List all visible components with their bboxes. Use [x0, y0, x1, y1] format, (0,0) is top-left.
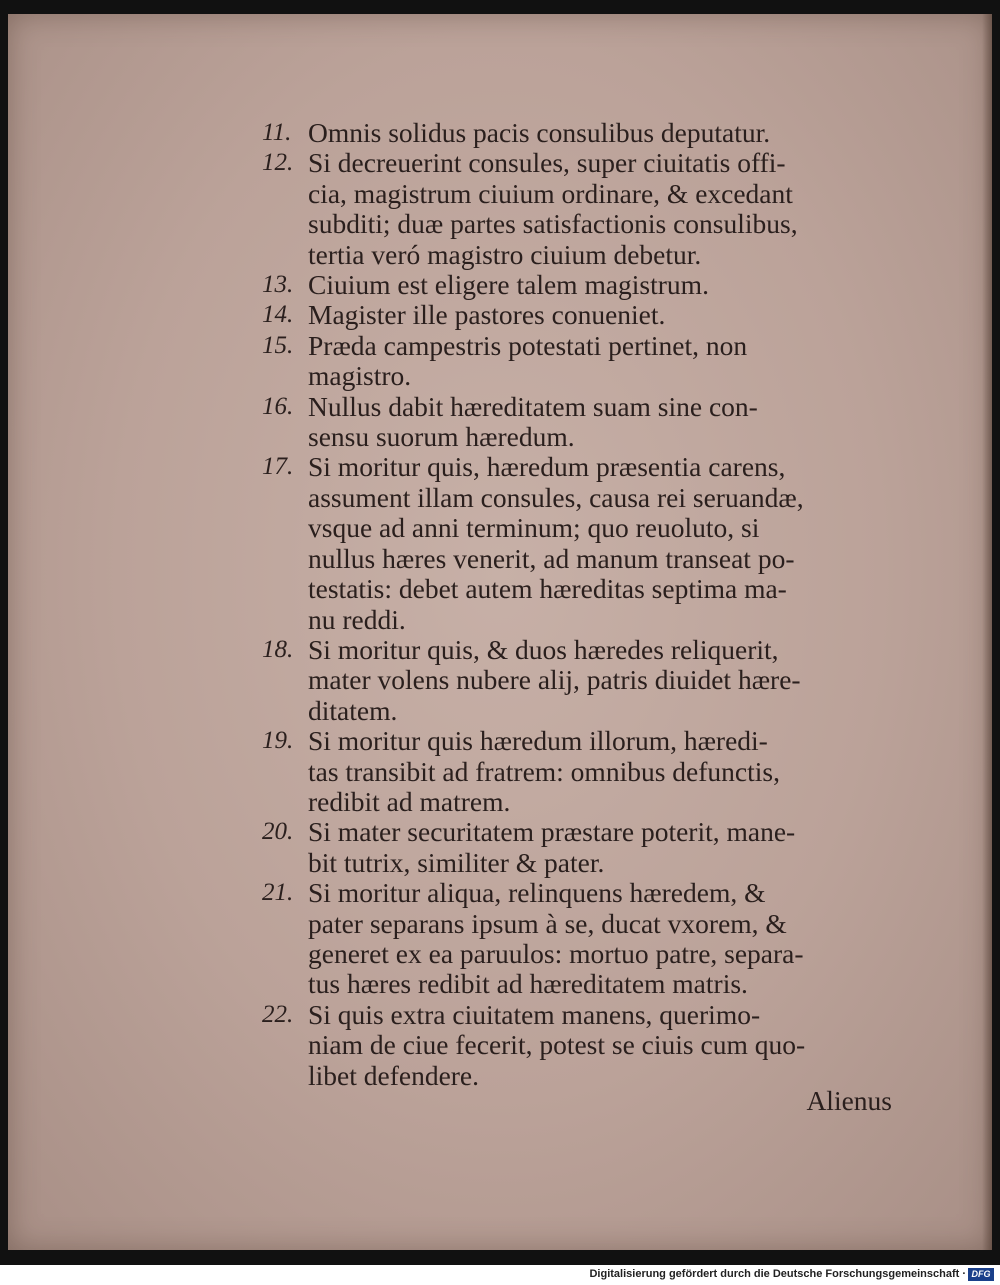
paragraph-number: 14.: [262, 301, 294, 329]
paragraph: [252, 270, 892, 300]
text-line: mater volens nubere alij, patris diuidet hære-: [308, 664, 801, 696]
text-line: libet defendere.: [308, 1059, 480, 1091]
paragraph-number: 21.: [262, 879, 294, 907]
paragraph-number: 13.: [262, 271, 294, 299]
text-line: pater separans ipsum à se, ducat vxorem, &: [308, 907, 787, 939]
paragraph: [252, 148, 892, 270]
text-line: bit tutrix, similiter & pater.: [308, 846, 605, 878]
text-line: tas transibit ad fratrem: omnibus defunctis,: [308, 755, 780, 787]
page-text: [252, 118, 892, 1091]
catchword: Alienus: [806, 1085, 892, 1116]
text-line: ditatem.: [308, 694, 398, 726]
text-line: Si moritur aliqua, relinquens hæredem, &: [308, 877, 766, 909]
text-line: Si decreuerint consules, super ciuitatis offi-: [308, 147, 786, 179]
paragraph: [252, 635, 892, 726]
paragraph: [252, 452, 892, 634]
text-line: redibit ad matrem.: [308, 785, 511, 817]
paragraph: [252, 392, 892, 453]
paragraph-number: 18.: [262, 635, 294, 663]
page-edge-shadow: [982, 14, 992, 1250]
paragraph-number: 22.: [262, 1000, 294, 1028]
text-line: cia, magistrum ciuium ordinare, & excedant: [308, 177, 793, 209]
paragraph: [252, 331, 892, 392]
paragraph-number: 15.: [262, 331, 294, 359]
paragraph-number: 16.: [262, 392, 294, 420]
paragraph-number: 19.: [262, 727, 294, 755]
text-line: Magister ille pastores conueniet.: [308, 299, 666, 331]
text-line: nu reddi.: [308, 603, 406, 635]
text-line: nullus hæres venerit, ad manum transeat po-: [308, 542, 795, 574]
text-line: Ciuium est eligere talem magistrum.: [308, 269, 709, 301]
text-line: Si moritur quis hæredum illorum, hæredi-: [308, 725, 768, 757]
paragraph-number: 17.: [262, 453, 294, 481]
paragraph: [252, 300, 892, 330]
paragraph: [252, 817, 892, 878]
text-line: sensu suorum hæredum.: [308, 421, 575, 453]
text-line: magistro.: [308, 360, 412, 392]
text-line: tertia veró magistro ciuium debetur.: [308, 238, 702, 270]
paragraph: [252, 726, 892, 817]
text-line: Si mater securitatem præstare poterit, mane-: [308, 816, 796, 848]
paragraph-number: 12.: [262, 149, 294, 177]
text-line: Præda campestris potestati pertinet, non: [308, 329, 748, 361]
text-line: Si moritur quis, hæredum præsentia carens,: [308, 451, 786, 483]
paragraph-number: 20.: [262, 818, 294, 846]
dfg-logo: DFG: [968, 1268, 994, 1281]
paragraph-number: 11.: [262, 119, 292, 146]
text-line: Omnis solidus pacis consulibus deputatur.: [308, 117, 771, 148]
text-line: generet ex ea paruulos: mortuo patre, separa-: [308, 937, 804, 969]
text-line: Nullus dabit hæreditatem suam sine con-: [308, 390, 758, 422]
text-line: assument illam consules, causa rei seruandæ,: [308, 481, 804, 513]
text-line: tus hæres redibit ad hæreditatem matris.: [308, 968, 748, 1000]
paragraph: [252, 1000, 892, 1091]
text-line: Si quis extra ciuitatem manens, querimo-: [308, 998, 761, 1030]
text-line: subditi; duæ partes satisfactionis consulibus,: [308, 208, 798, 240]
text-line: vsque ad anni terminum; quo reuoluto, si: [308, 512, 760, 544]
paragraph: [252, 878, 892, 1000]
text-line: testatis: debet autem hæreditas septima ma-: [308, 573, 787, 605]
footer-bar: [0, 1265, 1000, 1285]
text-line: niam de ciue fecerit, potest se ciuis cum quo-: [308, 1029, 806, 1061]
text-line: Si moritur quis, & duos hæredes reliquerit,: [308, 633, 779, 665]
paragraph: [252, 118, 892, 148]
footer-credit: Digitalisierung gefördert durch die Deutsche Forschungsgemeinschaft ·: [589, 1268, 966, 1280]
